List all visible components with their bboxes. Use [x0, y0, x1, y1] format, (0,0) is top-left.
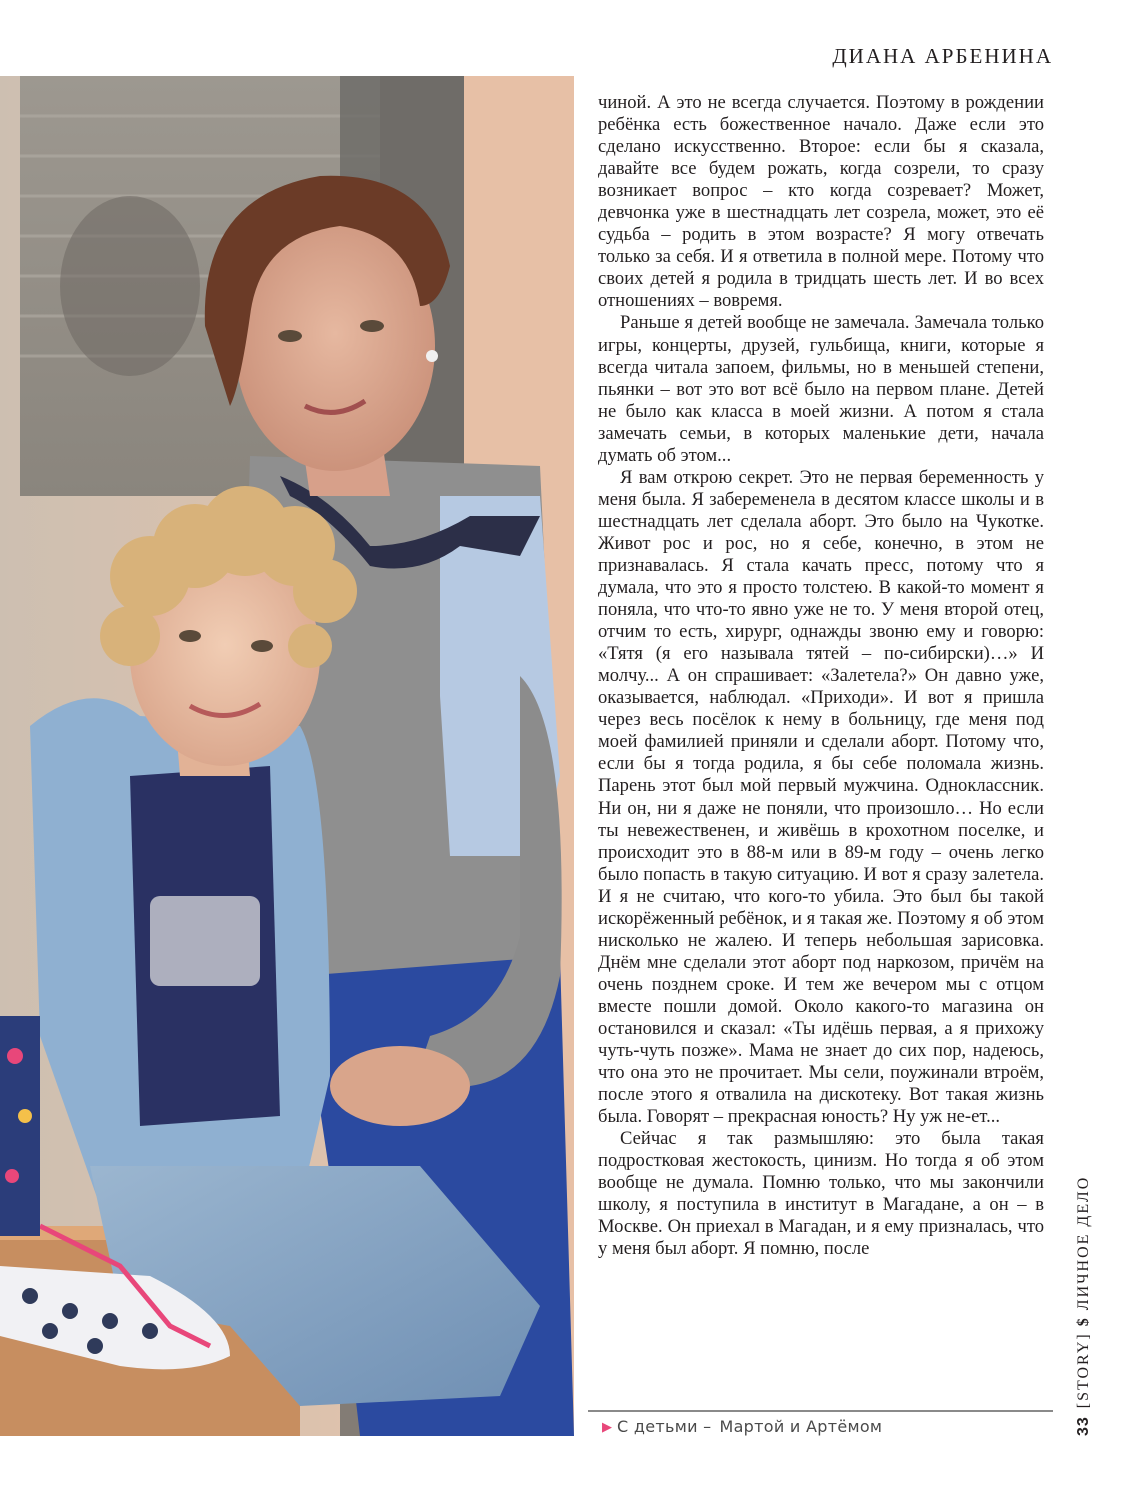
section-name: ЛИЧНОЕ ДЕЛО [1075, 1175, 1092, 1311]
page-number: 33 [1075, 1416, 1092, 1436]
article-paragraph: Я вам открою секрет. Это не первая беременность у меня была. Я забеременела в десятом классе школы и в шестнадцать лет сделала аборт. Это было на Чукотке. Живот рос и рос, но я себе, конечно, в этом не признавалась. Я стала качать пресс, потому что я думала, что это я просто толстею. В какой-то момент я поняла, что что-то явно уже не то. У меня второй отец, отчим то есть, хирург, однажды звоню ему и говорю: «Тятя (я его называла тятей – по-сибирски)…» И молчу... А он спрашивает: «Залетела?» Он давно уже, оказывается, наблюдал. «Приходи». И вот я пришла через весь посёлок к нему в больницу, где меня под моей фамилией приняли и сделали аборт. Потому что, если бы я тогда родила, я бы себе поломала жизнь. Парень этот был мой первый мужчина. Одноклассник. Ни он, ни я даже не поняли, что произошло… Но если ты невежественен, и живёшь в крохотном поселке, и происходит это в 88-м или в 89-м году – очень легко было попасть в такую ситуацию. И вот я сразу залетела. И я не считаю, что кого-то убила. Это был бы такой искорёженный ребёнок, и я такая же. Поэтому я об этом нисколько не жалею. И теперь небольшая зарисовка. Днём мне сделали этот аборт под наркозом, причём на очень позднем сроке. И тем же вечером мы с отцом вместе пошли домой. Около какого-то магазина он остановился и сказал: «Ты идёшь первая, а я прихожу чуть-чуть позже». Мама не знает до сих пор, надеюсь, что она это не прочитает. Мы сели, поужинали втроём, после этого я отвалила на дискотеку. Вот такая жизнь была. Говорят – прекрасная юность? Ну уж не-ет... [598, 466, 1044, 1128]
caption-names: Мартой и Артёмом [719, 1417, 883, 1436]
article-paragraph: чиной. А это не всегда случается. Поэтому в рождении ребёнка есть божественное начало. Даже если это сделано искусственно. Второе: если бы я сказала, давайте все будем рожать, когда созрели, то сразу возникает вопрос – кто когда созревает? Может, девчонка уже в шестнадцать лет созрела, может, это её судьба – родить в этом возрасте? Я могу отвечать только за себя. И я ответила в полной мере. Потому что своих детей я родила в тридцать шесть лет. И во всех отношениях – вовремя. [598, 92, 1044, 312]
caption-arrow-icon: ▶ [602, 1420, 612, 1435]
magazine-brand: [STORY] [1075, 1332, 1092, 1409]
article-photo [0, 76, 574, 1436]
running-header: ДИАНА АРБЕНИНА [832, 44, 1053, 68]
photo-caption [602, 1417, 882, 1436]
page-folio [1075, 1176, 1093, 1436]
dollar-icon: $ [1075, 1316, 1092, 1327]
caption-text: С детьми – [617, 1417, 712, 1436]
article-paragraph: Сейчас я так размышляю: это была такая подростковая жестокость, цинизм. Но тогда я об этом вообще не думала. Помню только, что мы закончили школу, я поступила в институт в Магадане, а он – в Москве. Он приехал в Магадан, и я ему призналась, что у меня был аборт. Я помню, после [598, 1128, 1044, 1260]
article-paragraph: Раньше я детей вообще не замечала. Замечала только игры, концерты, друзей, гульбища, книги, которые я всегда читала запоем, фильмы, но в меньшей степени, пьянки – вот это вот всё было на первом плане. Детей не было как класса в моей жизни. А потом я стала замечать семьи, в которых маленькие дети, начала думать об этом... [598, 312, 1044, 466]
caption-divider [588, 1410, 1053, 1412]
article-text [598, 92, 1044, 1260]
